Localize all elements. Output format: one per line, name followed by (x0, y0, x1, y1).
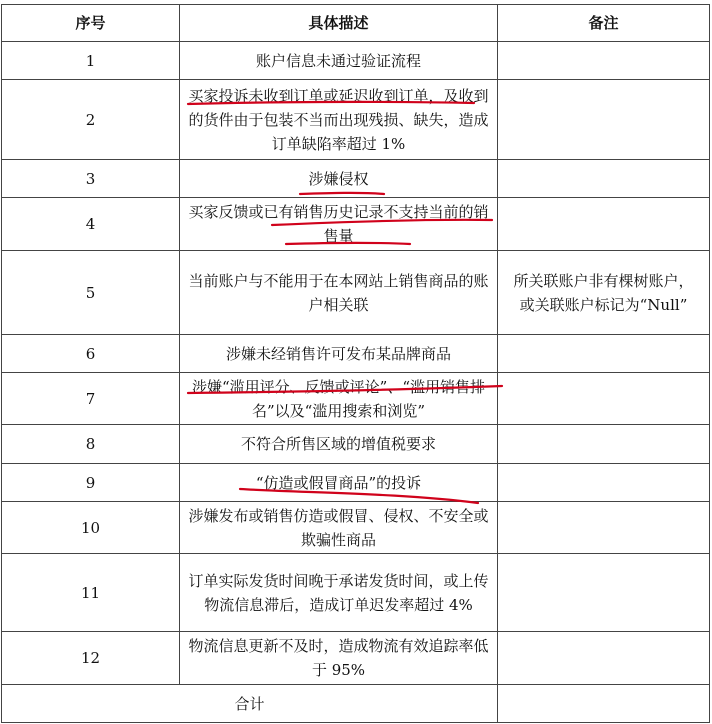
row-desc: 物流信息更新不及时，造成物流有效追踪率低于 95% (180, 632, 498, 685)
row-no: 5 (2, 251, 180, 335)
row-no: 9 (2, 464, 180, 502)
table-row (2, 632, 710, 685)
row-note (498, 464, 710, 502)
row-desc: 涉嫌发布或销售仿造或假冒、侵权、不安全或欺骗性商品 (180, 502, 498, 554)
row-desc: 涉嫌侵权 (180, 160, 498, 198)
row-desc: 不符合所售区域的增值税要求 (180, 425, 498, 464)
row-note: 所关联账户非有棵树账户，或关联账户标记为“Null” (498, 251, 710, 335)
header-row (2, 5, 710, 42)
total-label: 合计 (2, 685, 498, 723)
table-row (2, 251, 710, 335)
row-note (498, 554, 710, 632)
row-desc: 订单实际发货时间晚于承诺发货时间，或上传物流信息滞后，造成订单迟发率超过 4% (180, 554, 498, 632)
row-note (498, 373, 710, 425)
table-wrapper (1, 4, 709, 723)
row-no: 1 (2, 42, 180, 80)
row-desc: 买家投诉未收到订单或延迟收到订单，及收到的货件由于包装不当而出现残损、缺失，造成订单缺陷率超过 1% (180, 80, 498, 160)
table-row (2, 425, 710, 464)
row-no: 7 (2, 373, 180, 425)
row-no: 2 (2, 80, 180, 160)
row-no: 10 (2, 502, 180, 554)
table-row (2, 198, 710, 251)
table-row (2, 335, 710, 373)
row-note (498, 198, 710, 251)
row-desc: 涉嫌“滥用评分、反馈或评论”、“滥用销售排名”以及“滥用搜索和浏览” (180, 373, 498, 425)
row-no: 4 (2, 198, 180, 251)
row-note (498, 425, 710, 464)
row-note (498, 632, 710, 685)
row-desc: 账户信息未通过验证流程 (180, 42, 498, 80)
row-note (498, 160, 710, 198)
header-no: 序号 (2, 5, 180, 42)
table-row (2, 464, 710, 502)
table-row (2, 502, 710, 554)
total-row (2, 685, 710, 723)
table-row (2, 160, 710, 198)
row-note (498, 502, 710, 554)
row-desc: 涉嫌未经销售许可发布某品牌商品 (180, 335, 498, 373)
row-no: 3 (2, 160, 180, 198)
total-note (498, 685, 710, 723)
table-row (2, 554, 710, 632)
row-no: 6 (2, 335, 180, 373)
row-no: 12 (2, 632, 180, 685)
issue-table (1, 4, 710, 723)
table-row (2, 373, 710, 425)
table-row (2, 42, 710, 80)
row-no: 11 (2, 554, 180, 632)
row-note (498, 335, 710, 373)
row-desc: 买家反馈或已有销售历史记录不支持当前的销售量 (180, 198, 498, 251)
row-note (498, 42, 710, 80)
header-note: 备注 (498, 5, 710, 42)
header-desc: 具体描述 (180, 5, 498, 42)
row-desc: 当前账户与不能用于在本网站上销售商品的账户相关联 (180, 251, 498, 335)
table-row (2, 80, 710, 160)
row-desc: “仿造或假冒商品”的投诉 (180, 464, 498, 502)
row-note (498, 80, 710, 160)
row-no: 8 (2, 425, 180, 464)
